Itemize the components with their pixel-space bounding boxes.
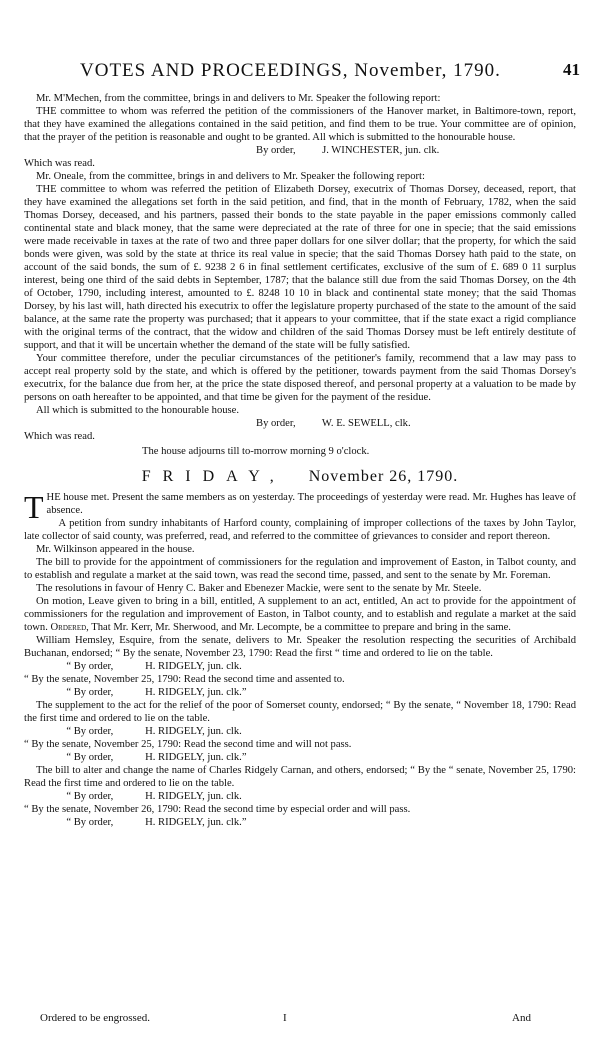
ordered-engrossed: Ordered to be engrossed. (40, 1012, 150, 1024)
paragraph: The bill to provide for the appointment of commissioners for the regulation and improvement of Easton, in Talbot county, and to establish and regulate a market at the said town, was read the second time, passed, and sent to the senate by Mr. Foreman. (24, 557, 576, 581)
adjournment-note: The house adjourns till to-morrow morning 9 o'clock. (142, 446, 370, 457)
endorsement-line: “ By order, H. RIDGELY, jun. clk. (24, 791, 242, 802)
signature-line: By order, W. E. SEWELL, clk. (256, 418, 411, 429)
paragraph: Mr. Wilkinson appeared in the house. (36, 544, 195, 555)
paragraph: Mr. Oneale, from the committee, brings in and delivers to Mr. Speaker the following report: (36, 171, 425, 182)
paragraph-text: On motion, Leave given to bring in a bill, entitled, A supplement to an act, entitled, An act to provide for the appointment of commissioners for the regulation and improvement of Easton, in Talbot county, and to establish and regulate a market at the said town. (24, 596, 576, 633)
endorsement-line: “ By the senate, November 25, 1790: Read the second time and assented to. (24, 674, 345, 685)
day-date: November 26, 1790. (308, 468, 459, 485)
ordered-label: Ordered, (50, 622, 89, 633)
paragraph: The resolutions in favour of Henry C. Baker and Ebenezer Mackie, were sent to the senate by Mr. Steele. (36, 583, 482, 594)
report-paragraph: Your committee therefore, under the peculiar circumstances of the petitioner's family, recommend that a law may pass to accept real property sold by the state, and which is offered by the petitioner, towards payment from the said Thomas Dorsey's executrix, for the balance due from her, at the price the state disposed thereof, and personal property at a valuation to be made by persons on oath hereafter to be appointed, and that time be given for the payment of the residue. (24, 353, 576, 403)
paragraph-text: HE house met. Present the same members as on yesterday. The proceedings of yesterday were read. Mr. Hughes has leave of absence. (46, 492, 576, 516)
page-body (24, 92, 576, 829)
page-number: 41 (563, 60, 580, 79)
drop-cap: T (24, 489, 44, 525)
read-note: Which was read. (24, 158, 95, 169)
paragraph: William Hemsley, Esquire, from the senate, delivers to Mr. Speaker the resolution respecting the securities of Archibald Buchanan, endorsed; “ By the senate, November 23, 1790: Read the first “ time and ordered to lie on the table. (24, 635, 576, 659)
paragraph: The supplement to the act for the relief of the poor of Somerset county, endorsed; “ By the senate, “ November 18, 1790: Read the first time and ordered to lie on the table. (24, 700, 576, 724)
catchword: And (512, 1012, 531, 1024)
endorsement-line: “ By order, H. RIDGELY, jun. clk.” (24, 752, 247, 763)
running-title: VOTES AND PROCEEDINGS, November, 1790. (80, 60, 501, 81)
endorsement-line: “ By the senate, November 25, 1790: Read the second time and will not pass. (24, 739, 352, 750)
paragraph: A petition from sundry inhabitants of Harford county, complaining of improper collections of the taxes by John Taylor, late collector of said county, was preferred, read, and referred to the committee of grievances to consider and report thereon. (24, 518, 576, 542)
endorsement-line: “ By order, H. RIDGELY, jun. clk.” (24, 817, 247, 828)
endorsement-line: “ By order, H. RIDGELY, jun. clk. (24, 661, 242, 672)
endorsement-line: “ By the senate, November 26, 1790: Read the second time by especial order and will pass. (24, 804, 411, 815)
paragraph (24, 489, 576, 525)
paragraph: All which is submitted to the honourable house. (36, 405, 240, 416)
signature-mark: I (283, 1012, 287, 1024)
report-paragraph: THE committee to whom was referred the petition of Elizabeth Dorsey, executrix of Thomas Dorsey, deceased, report, that they have examined the allegations set forth in the said petition, and find, that in the month of February, 1782, when the said Thomas Dorsey, deceased, and his partners, passed their bonds to the state payable in the paper emissions commonly called continental state and black money, that the same were depreciated at the rate of three for one in specie; that the said emissions were made receivable in taxes at the rate of two and three paper dollars for one silver dollar; that the property, for which the said bonds were given, was sold by the state at thrice its real value in specie; that the said Thomas Dorsey hath paid to the state, on account of the said bonds, the sum of £. 9238 2 6 in final settlement certificates, exclusive of the sum of £. 689 0 11 surplus interest, being one third of the said debts in September, 1787; that the balance still due from the said Thomas Dorsey, on the 4th of October, 1790, including interest, amounted to £. 8248 10 10 in black and continental state money; that the said Thomas Dorsey, by his last will, hath directed his executrix to offer the legislature property purchased of the state to the amount of the said balance, at the same rate the property was purchased; that it appears to your committee, that if the state exact a rigid compliance with the original terms of the contract, that the widow and children of the said Thomas Dorsey must be left entirely destitute of support, and that it will be uncertain whether the demand of the state will be fully satisfied. (24, 184, 576, 351)
paragraph (24, 595, 576, 634)
signature-line: By order, J. WINCHESTER, jun. clk. (256, 145, 440, 156)
endorsement-line: “ By order, H. RIDGELY, jun. clk. (24, 726, 242, 737)
page-header (40, 60, 580, 86)
paragraph: The bill to alter and change the name of Charles Ridgely Carnan, and others, endorsed; “ By the “ senate, November 25, 1790: Read the first time and ordered to lie on the table. (24, 765, 576, 789)
paragraph: Mr. M'Mechen, from the committee, brings in and delivers to Mr. Speaker the following report: (36, 93, 441, 104)
day-heading (24, 470, 576, 483)
report-paragraph: THE committee to whom was referred the petition of the commissioners of the Hanover market, in Baltimore-town, report, that they have examined the allegations contained in the said petition, and find them to be true. Your committee are of opinion, that the prayer of the petition is reasonable and ought to be granted. All which is submitted to the honourable house. (24, 106, 576, 143)
read-note: Which was read. (24, 431, 95, 442)
day-name: FRIDAY, (141, 468, 286, 485)
endorsement-line: “ By order, H. RIDGELY, jun. clk.” (24, 687, 247, 698)
paragraph-text: That Mr. Kerr, Mr. Sherwood, and Mr. Lecompte, be a committee to prepare and bring in the same. (91, 622, 511, 633)
